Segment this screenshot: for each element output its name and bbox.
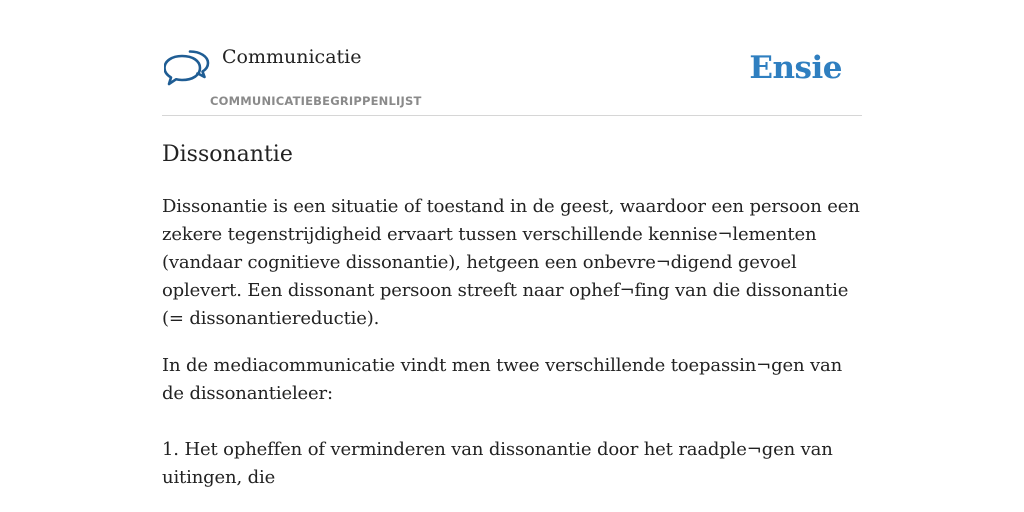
entry-title: Dissonantie — [162, 142, 293, 167]
site-header — [162, 40, 862, 116]
section-subtitle[interactable]: COMMUNICATIEBEGRIPPENLIJST — [210, 94, 422, 108]
section-title[interactable]: Communicatie — [222, 46, 362, 68]
entry-paragraph: In de mediacommunicatie vindt men twee verschillende toepassin¬gen van de dissonantieleer: — [162, 355, 843, 404]
speech-bubbles-icon — [164, 50, 210, 92]
entry-paragraph: Dissonantie is een situatie of toestand in de geest, waardoor een persoon een zekere tegenstrijdigheid ervaart tussen verschillende kennise¬lementen (vandaar cognitieve dissonantie), hetgeen een onbevre¬digend gevoel oplevert. Een dissonant persoon streeft naar ophef¬fing van die dissonantie (= dissonantiereductie). — [162, 196, 860, 329]
list-item: 1. Het opheffen of verminderen van dissonantie door het raadple¬gen van uitingen, die — [162, 439, 833, 488]
entry-content — [162, 138, 862, 492]
brand-logo-link[interactable]: Ensie — [749, 50, 842, 86]
